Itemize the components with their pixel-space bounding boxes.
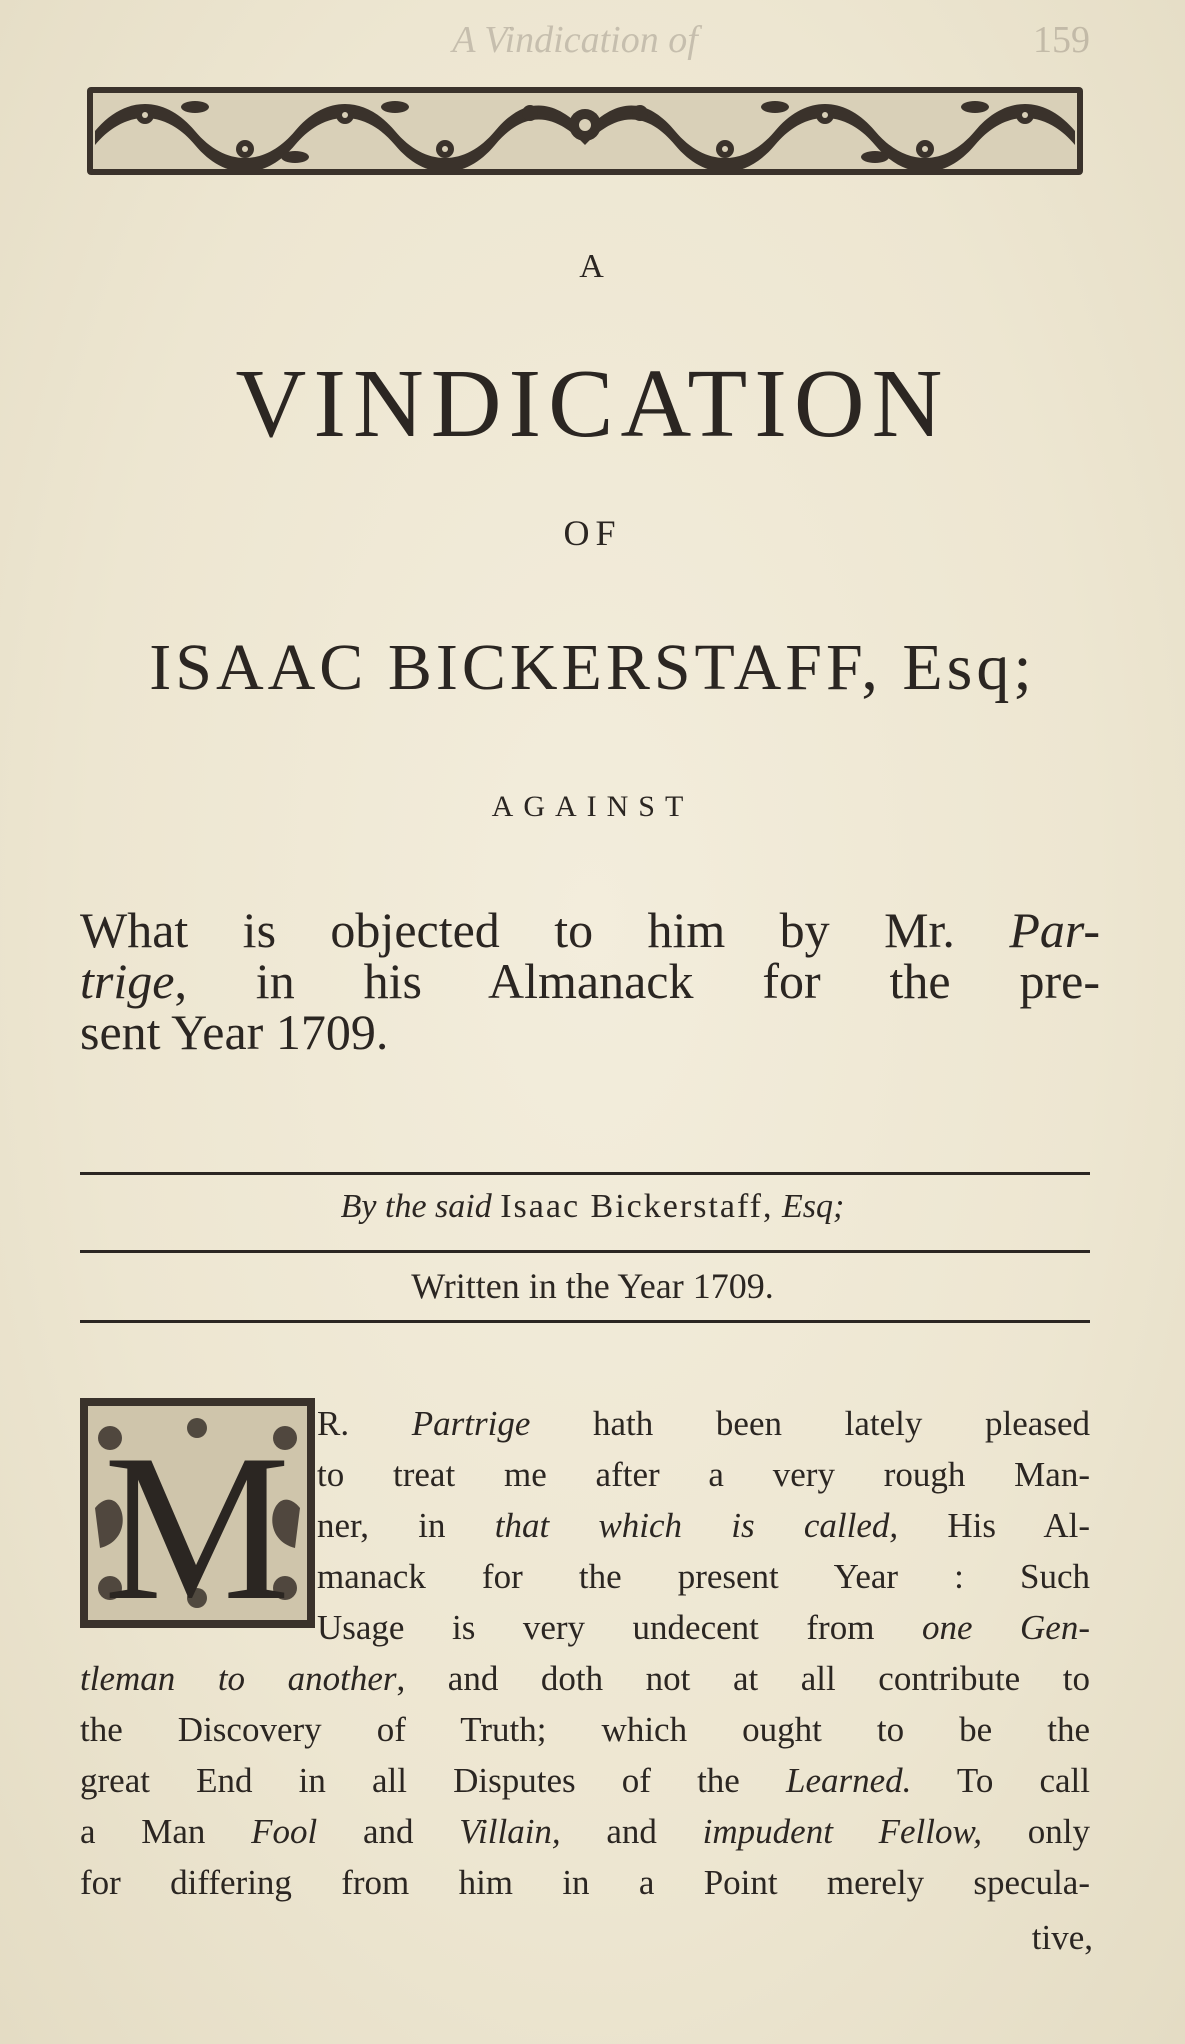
body-text: only [982,1812,1090,1851]
body-italic: tleman to another [80,1659,397,1698]
page-number: 159 [1033,19,1090,61]
body-italic: Partrige [411,1404,531,1443]
body-text: and [560,1812,703,1851]
body-italic: impudent Fellow, [702,1812,982,1851]
body-text: R. [317,1404,412,1443]
body-text: Usage is very undecent from [317,1608,922,1647]
subtitle [80,898,1100,1060]
body-text: , and doth not at all contribute to [396,1659,1090,1698]
subtitle-text: sent Year 1709. [80,1004,389,1060]
subtitle-line-2 [80,949,1100,1009]
subtitle-italic: Par- [1009,902,1100,958]
catchword: tive, [1031,1918,1093,1957]
running-head [60,18,1090,62]
running-head-title: A Vindication of [452,19,698,61]
body-text: the Discovery of Truth; which ought to be the [80,1710,1090,1749]
body-line [80,1755,1090,1806]
body-text: hath been lately pleased [530,1404,1090,1443]
subtitle-italic: trige [80,953,175,1009]
title-against: AGAINST [491,790,694,823]
title-article: A [579,248,606,285]
byline-prefix: By the said [340,1188,492,1225]
body-italic: Fool [251,1812,318,1851]
body-text: great End in all Disputes of the [80,1761,786,1800]
divider-rule [80,1172,1090,1175]
svg-text:M: M [103,1412,291,1628]
subtitle-line-1 [80,898,1100,958]
body-line [80,1704,1090,1755]
body-text: To call [911,1761,1091,1800]
body-italic: Villain, [459,1812,561,1851]
subtitle-text: What is objected to him by Mr. [80,902,1010,958]
body-text: His Al- [898,1506,1090,1545]
body-line [80,1653,1090,1704]
title-name: ISAAC BICKERSTAFF, Esq; [149,631,1036,704]
body-line [317,1449,1090,1500]
body-line [317,1500,1090,1551]
divider-rule [80,1320,1090,1323]
title-of: OF [563,513,622,553]
body-line [317,1398,1090,1449]
body-line [317,1551,1090,1602]
body-text: to treat me after a very rough Man- [317,1455,1090,1494]
body-line [80,1857,1090,1908]
body-text: for differing from him in a Point merely specula- [80,1863,1090,1902]
body-italic: one Gen- [921,1608,1090,1647]
body-paragraph [80,1398,1090,1908]
title-main: VINDICATION [235,350,950,458]
body-italic: that which is called, [494,1506,899,1545]
body-italic: Learned. [785,1761,912,1800]
body-text: a Man [80,1812,252,1851]
byline [0,1188,1185,1226]
byline-suffix: Esq; [782,1188,845,1225]
written-date: Written in the Year 1709. [411,1266,774,1306]
body-line [317,1602,1090,1653]
body-text: and [317,1812,460,1851]
ornamental-headpiece-icon [85,85,1085,177]
body-text: ner, in [317,1506,495,1545]
body-text: manack for the present Year : Such [317,1557,1090,1596]
byline-name: Isaac Bickerstaff, [500,1188,774,1225]
body-line [80,1806,1090,1857]
divider-rule [80,1250,1090,1253]
subtitle-text: , in his Almanack for the pre- [174,953,1100,1009]
